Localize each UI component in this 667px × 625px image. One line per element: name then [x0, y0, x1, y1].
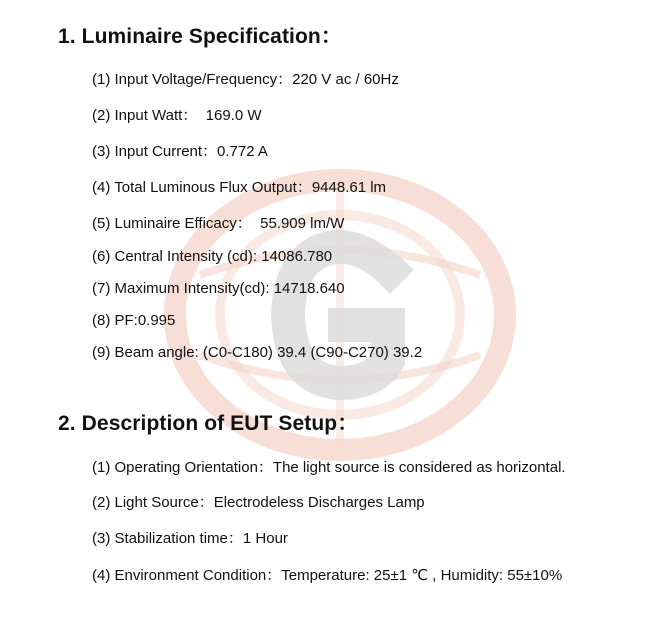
input-voltage-item: (1) Input Voltage/Frequency：220 V ac / 60Hz: [92, 71, 399, 88]
luminous-flux-item: (4) Total Luminous Flux Output：9448.61 lm: [92, 179, 387, 196]
maximum-intensity-item: (7) Maximum Intensity(cd): 14718.640: [92, 280, 345, 297]
environment-condition-item: (4) Environment Condition：Temperature: 25±1 ℃ , Humidity: 55±10%: [92, 567, 563, 584]
luminaire-efficacy-item: (5) Luminaire Efficacy： 55.909 lm/W: [92, 215, 345, 232]
input-watt-item: (2) Input Watt： 169.0 W: [92, 107, 262, 124]
light-source-item: (2) Light Source：Electrodeless Discharges Lamp: [92, 494, 425, 511]
eut-setup-heading: 2. Description of EUT Setup：: [58, 412, 359, 435]
luminaire-specification-heading: 1. Luminaire Specification：: [58, 25, 342, 48]
stabilization-time-item: (3) Stabilization time：1 Hour: [92, 530, 288, 547]
operating-orientation-item: (1) Operating Orientation：The light source is considered as horizontal.: [92, 459, 566, 476]
power-factor-item: (8) PF:0.995: [92, 312, 176, 329]
input-current-item: (3) Input Current：0.772 A: [92, 143, 268, 160]
central-intensity-item: (6) Central Intensity (cd): 14086.780: [92, 248, 333, 265]
beam-angle-item: (9) Beam angle: (C0-C180) 39.4 (C90-C270) 39.2: [92, 344, 423, 361]
